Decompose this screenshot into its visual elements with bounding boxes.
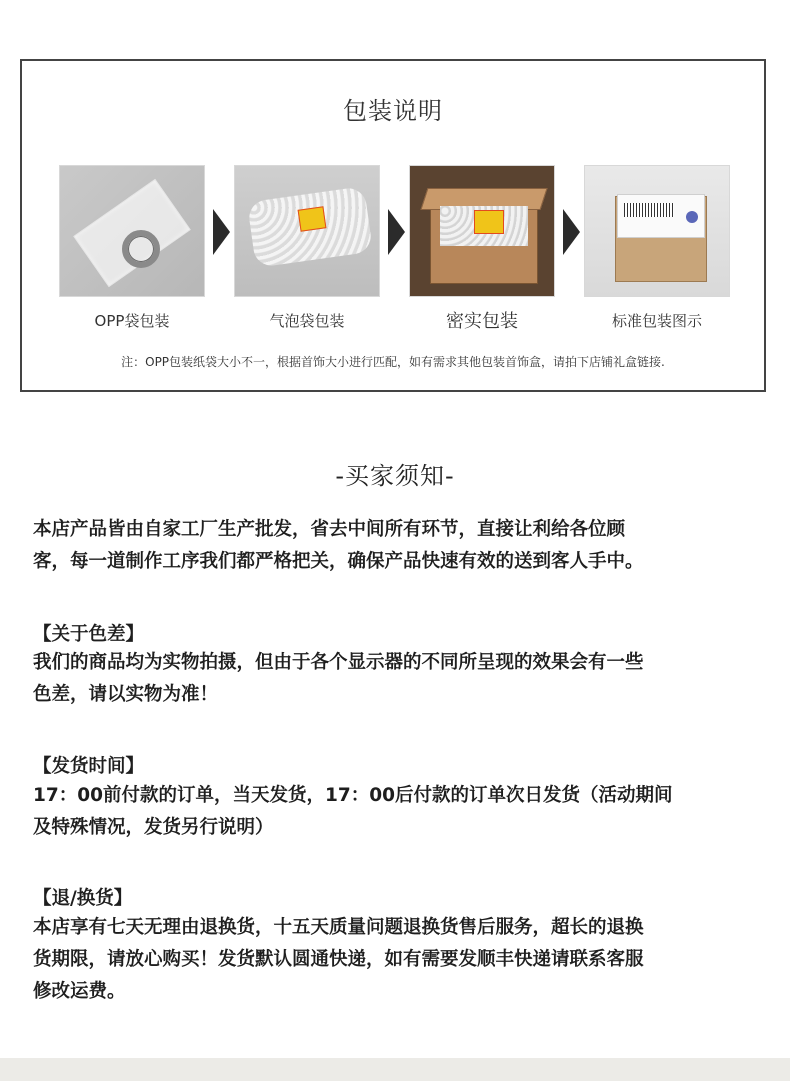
section-heading-returns: 【退/换货】 <box>33 888 133 909</box>
section-body-shipping: 17：00前付款的订单，当天发货，17：00后付款的订单次日发货（活动期间 及特殊情况，发货另行说明） <box>33 785 673 838</box>
footer-band <box>0 1058 790 1081</box>
packaging-step-standard <box>584 165 730 331</box>
packaging-title: 包装说明 <box>343 97 443 125</box>
step-caption: OPP袋包装 <box>94 312 170 330</box>
packaging-panel <box>20 59 766 392</box>
notice-title: -买家须知- <box>335 462 455 490</box>
arrow-right-icon <box>213 209 230 255</box>
opp-bag-photo <box>59 165 205 297</box>
section-heading-shipping: 【发货时间】 <box>33 756 145 777</box>
packaging-step-opp <box>59 165 205 331</box>
intro-paragraph: 本店产品皆由自家工厂生产批发，省去中间所有环节，直接让利给各位顾 客，每一道制作工序我们都严格把关，确保产品快速有效的送到客人手中。 <box>33 519 644 572</box>
step-caption: 密实包装 <box>446 311 518 332</box>
packaging-step-sealed <box>409 165 555 333</box>
section-body-color: 我们的商品均为实物拍摄，但由于各个显示器的不同所呈现的效果会有一些 色差，请以实物为准！ <box>33 652 644 705</box>
step-caption: 气泡袋包装 <box>269 312 345 330</box>
section-heading-color: 【关于色差】 <box>33 624 145 645</box>
standard-box-photo <box>584 165 730 297</box>
arrow-right-icon <box>563 209 580 255</box>
packaging-note: 注：OPP包装纸袋大小不一，根据首饰大小进行匹配，如有需求其他包装首饰盒，请拍下店铺礼盒链接. <box>121 355 665 369</box>
section-body-returns: 本店享有七天无理由退换货，十五天质量问题退换货售后服务，超长的退换 货期限，请放心购买！发货默认圆通快递，如有需要发顺丰快递请联系客服 修改运费。 <box>33 917 644 1002</box>
packaging-step-bubble <box>234 165 380 331</box>
arrow-right-icon <box>388 209 405 255</box>
step-caption: 标准包装图示 <box>611 312 702 330</box>
sealed-box-photo <box>409 165 555 297</box>
bubble-bag-photo <box>234 165 380 297</box>
